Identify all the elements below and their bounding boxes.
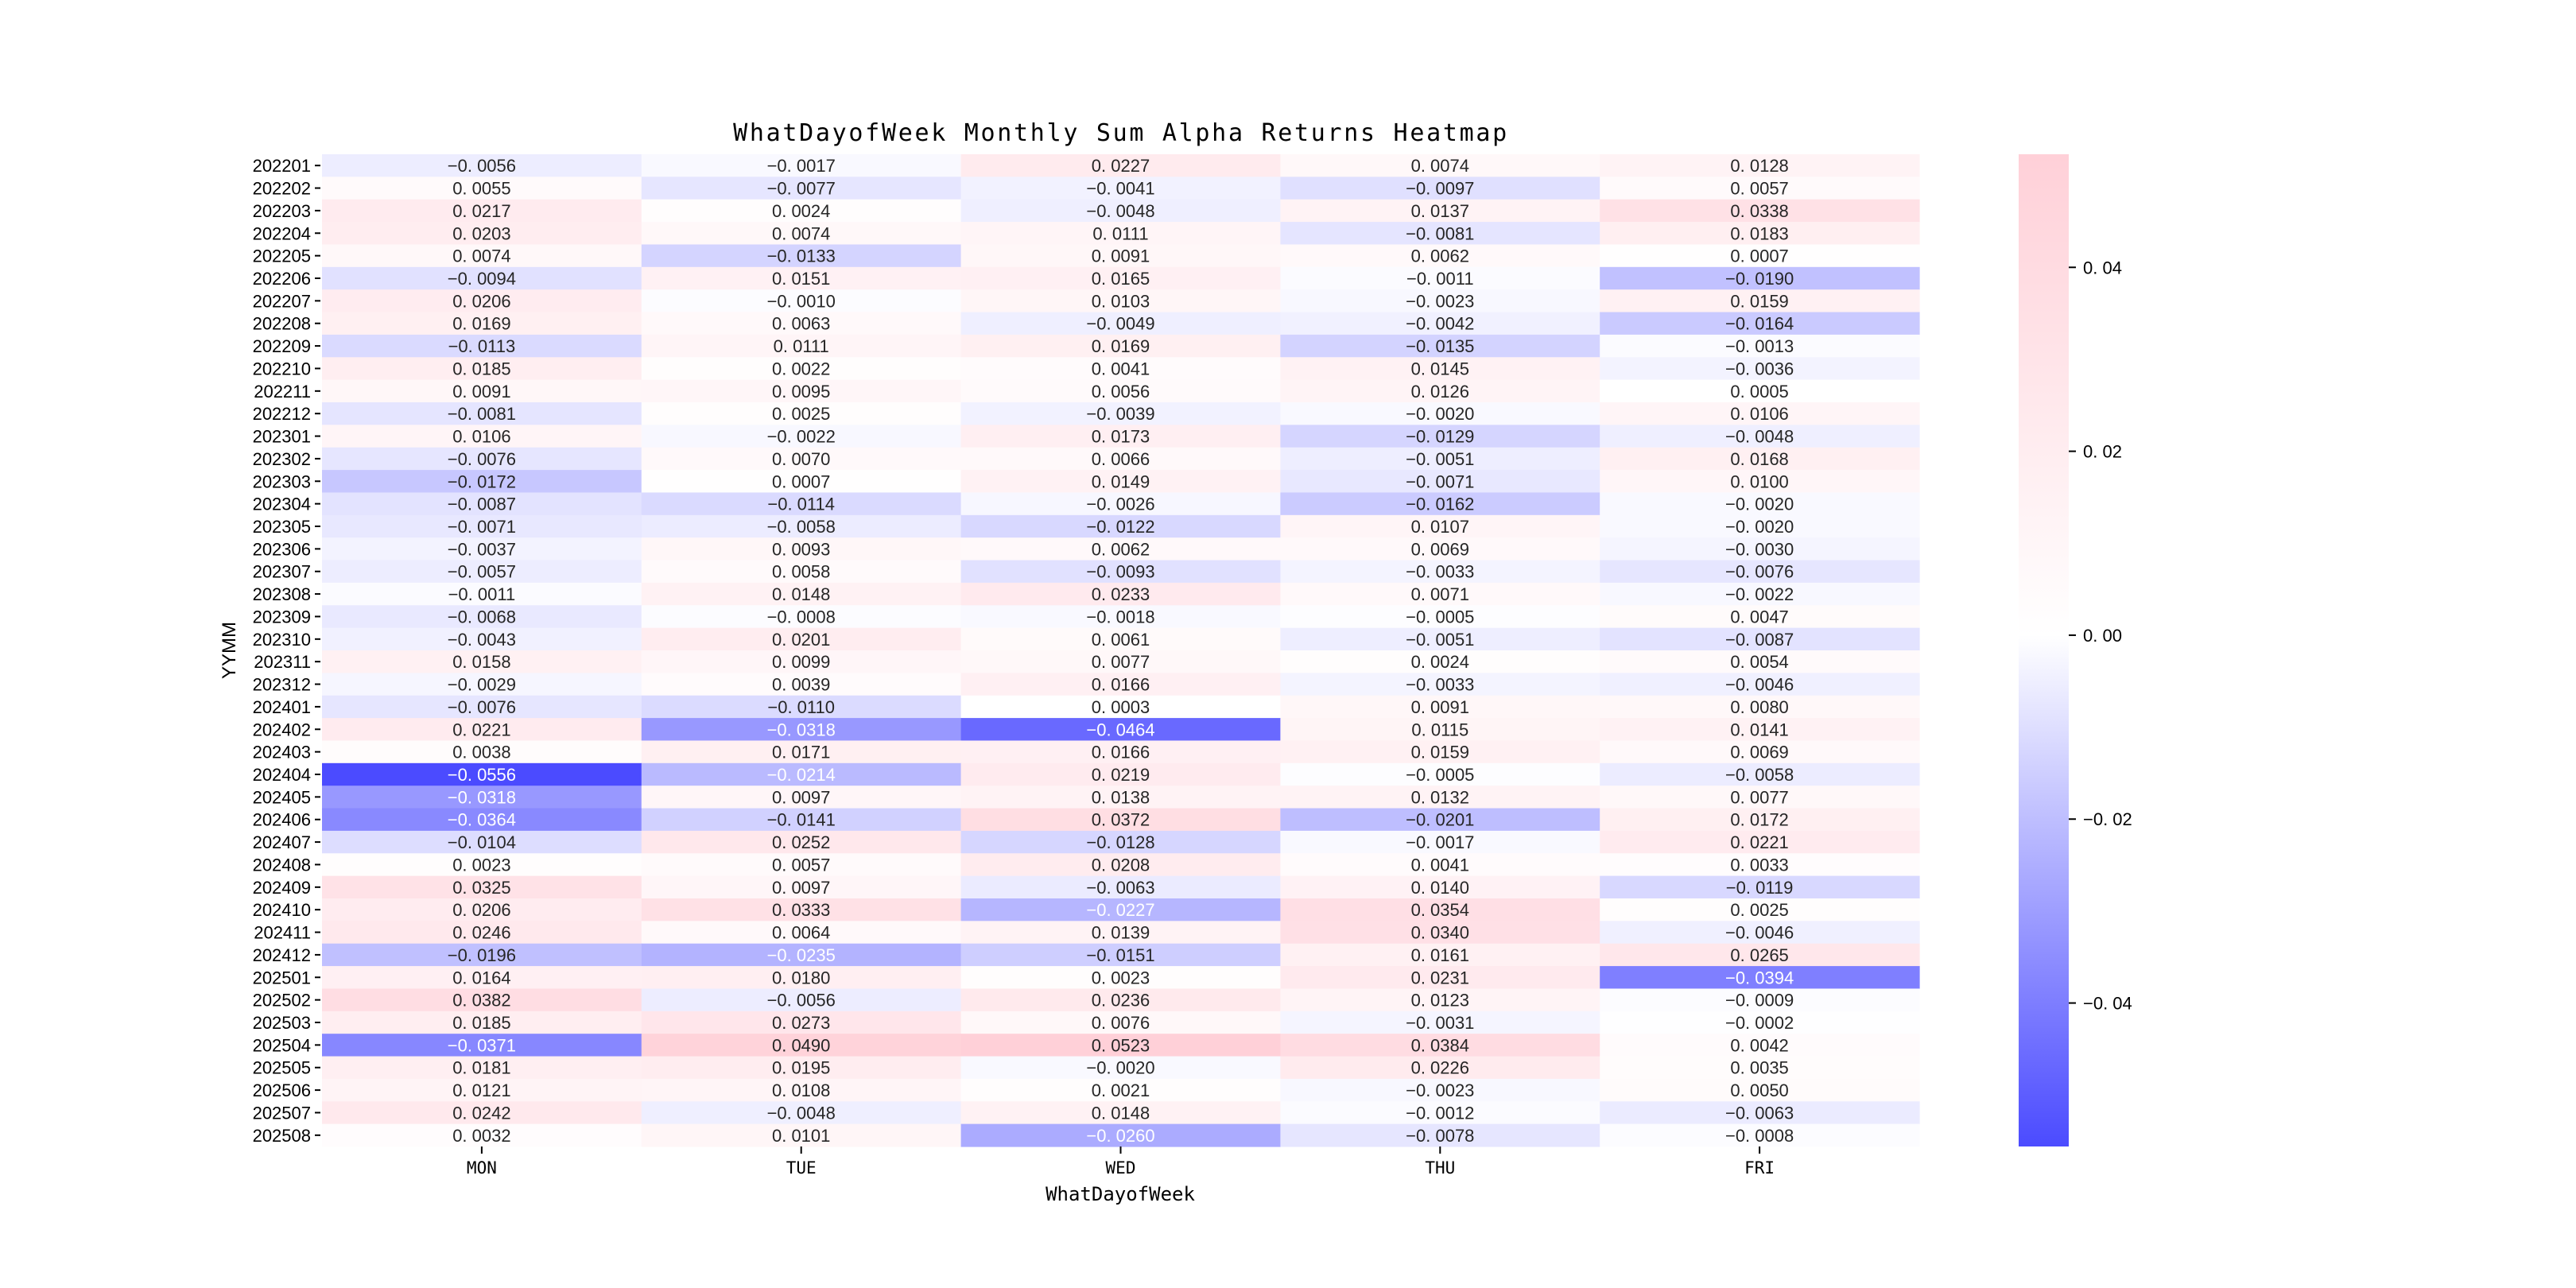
cell-value-label: 0. 0145 (1410, 359, 1470, 379)
y-tick-label: 202302 (252, 448, 311, 469)
y-axis-label: YYMM (219, 622, 240, 679)
cell-value-label: 0. 0221 (452, 720, 511, 740)
cell-value-label: 0. 0071 (1410, 584, 1470, 605)
cell-value-label: −0. 0201 (1406, 809, 1475, 830)
cell-value-label: 0. 0226 (1410, 1057, 1470, 1078)
cell-value-label: −0. 0023 (1406, 1080, 1475, 1101)
cell-value-label: 0. 0123 (1410, 990, 1470, 1011)
cell-value-label: −0. 0078 (1406, 1125, 1475, 1146)
cell-value-label: 0. 0074 (452, 246, 511, 266)
cell-value-label: 0. 0007 (771, 471, 831, 492)
cell-value-label: 0. 0039 (771, 674, 831, 695)
cell-value-label: 0. 0325 (452, 877, 511, 898)
cell-value-label: 0. 0070 (771, 448, 831, 469)
y-tick-label: 202309 (252, 607, 311, 627)
cell-value-label: 0. 0056 (1091, 381, 1150, 402)
cell-value-label: −0. 0214 (766, 765, 836, 785)
y-tick-label: 202408 (252, 855, 311, 875)
cell-value-label: −0. 0012 (1406, 1103, 1475, 1123)
y-tick-label: 202407 (252, 832, 311, 853)
cell-value-label: 0. 0063 (771, 313, 831, 334)
cell-value-label: 0. 0132 (1410, 787, 1470, 808)
cell-value-label: −0. 0087 (447, 494, 517, 514)
y-tick-label: 202209 (252, 336, 311, 357)
cell-value-label: −0. 0371 (447, 1035, 517, 1056)
cell-value-label: 0. 0165 (1091, 269, 1150, 289)
y-tick-label: 202409 (252, 877, 311, 898)
cell-value-label: −0. 0235 (766, 945, 836, 965)
cell-value-label: −0. 0043 (447, 629, 517, 650)
cell-value-label: 0. 0115 (1411, 720, 1469, 740)
cell-value-label: 0. 0064 (771, 922, 831, 943)
cell-value-label: −0. 0046 (1724, 922, 1794, 943)
y-tick-label: 202203 (252, 200, 311, 221)
y-tick-label: 202406 (252, 809, 311, 830)
cell-value-label: −0. 0110 (767, 696, 836, 717)
cell-value-label: 0. 0137 (1410, 200, 1470, 221)
cell-value-label: −0. 0464 (1086, 720, 1155, 740)
cell-value-label: 0. 0148 (1091, 1103, 1150, 1123)
cell-value-label: 0. 0007 (1730, 246, 1789, 266)
cell-value-label: 0. 0025 (771, 404, 831, 425)
cell-value-label: −0. 0172 (447, 471, 517, 492)
cell-value-label: −0. 0190 (1724, 269, 1794, 289)
cell-value-label: 0. 0183 (1730, 223, 1789, 244)
cell-value-label: −0. 0013 (1724, 336, 1794, 357)
cell-value-label: 0. 0166 (1091, 742, 1150, 762)
y-tick-label: 202310 (252, 629, 311, 650)
x-tick-label: THU (1425, 1158, 1456, 1177)
cell-value-label: 0. 0106 (452, 426, 511, 447)
cell-value-label: 0. 0035 (1730, 1057, 1789, 1078)
cell-value-label: −0. 0058 (766, 517, 836, 537)
cell-value-label: 0. 0047 (1730, 607, 1789, 627)
y-tick-label: 202305 (252, 517, 311, 537)
y-tick-label: 202210 (252, 359, 311, 379)
y-tick-label: 202306 (252, 539, 311, 560)
cell-value-label: −0. 0081 (447, 404, 517, 425)
colorbar-tick-label: 0. 00 (2083, 625, 2122, 646)
cell-value-label: −0. 0063 (1086, 877, 1155, 898)
cell-value-label: 0. 0024 (1410, 652, 1470, 673)
y-tick-label: 202504 (252, 1035, 311, 1056)
cell-value-label: −0. 0260 (1086, 1125, 1155, 1146)
cell-value-label: 0. 0166 (1091, 674, 1150, 695)
cell-value-label: −0. 0020 (1086, 1057, 1155, 1078)
colorbar (2019, 154, 2069, 1146)
cell-value-label: 0. 0032 (452, 1125, 511, 1146)
cell-value-label: 0. 0252 (771, 832, 831, 853)
cell-value-label: 0. 0106 (1730, 404, 1789, 425)
cell-value-label: 0. 0022 (771, 359, 831, 379)
cell-value-label: −0. 0049 (1086, 313, 1155, 334)
y-tick-label: 202412 (252, 945, 311, 965)
cell-value-label: −0. 0114 (767, 494, 836, 514)
cell-value-label: 0. 0159 (1410, 742, 1470, 762)
cell-value-label: 0. 0025 (1730, 900, 1789, 921)
y-tick-label: 202206 (252, 269, 311, 289)
cell-value-label: 0. 0171 (771, 742, 831, 762)
y-tick-label: 202212 (252, 404, 311, 425)
cell-value-label: −0. 0076 (447, 448, 517, 469)
cell-value-label: 0. 0139 (1091, 922, 1150, 943)
cell-value-label: −0. 0008 (1724, 1125, 1794, 1146)
cell-value-label: 0. 0333 (771, 900, 831, 921)
cell-value-label: 0. 0149 (1091, 471, 1150, 492)
cell-value-label: 0. 0066 (1091, 448, 1150, 469)
cell-value-label: 0. 0062 (1091, 539, 1150, 560)
cell-value-label: −0. 0133 (766, 246, 836, 266)
cell-value-label: −0. 0394 (1724, 968, 1794, 988)
cell-value-label: 0. 0490 (771, 1035, 831, 1056)
cell-value-label: −0. 0009 (1724, 990, 1794, 1011)
colorbar-ticks (2069, 258, 2132, 1013)
cell-value-label: −0. 0318 (447, 787, 517, 808)
y-tick-label: 202404 (252, 765, 311, 785)
cell-value-label: 0. 0148 (771, 584, 831, 605)
x-axis-label: WhatDayofWeek (1046, 1183, 1195, 1205)
cell-value-label: 0. 0108 (771, 1080, 831, 1101)
cell-value-label: 0. 0069 (1730, 742, 1789, 762)
cell-value-label: 0. 0101 (771, 1125, 831, 1146)
cell-value-label: −0. 0129 (1406, 426, 1475, 447)
cell-value-label: 0. 0100 (1730, 471, 1789, 492)
y-axis-ticks (253, 156, 320, 1146)
cell-value-label: 0. 0074 (1410, 156, 1470, 177)
cell-value-label: 0. 0077 (1091, 652, 1150, 673)
y-tick-label: 202503 (252, 1013, 311, 1033)
cell-value-label: −0. 0128 (1086, 832, 1155, 853)
y-tick-label: 202204 (252, 223, 311, 244)
cell-value-label: −0. 0196 (447, 945, 517, 965)
cell-value-label: 0. 0185 (452, 359, 511, 379)
cell-value-label: −0. 0076 (1724, 561, 1794, 582)
cell-value-label: 0. 0164 (452, 968, 511, 988)
cell-value-label: 0. 0111 (1092, 223, 1149, 244)
cell-value-label: 0. 0021 (1091, 1080, 1150, 1101)
cell-value-label: 0. 0091 (1091, 246, 1150, 266)
cell-value-label: −0. 0018 (1086, 607, 1155, 627)
y-tick-label: 202405 (252, 787, 311, 808)
cell-value-label: 0. 0208 (1091, 855, 1150, 875)
y-tick-label: 202401 (252, 696, 311, 717)
cell-value-label: −0. 0162 (1406, 494, 1475, 514)
cell-value-label: −0. 0227 (1086, 900, 1155, 921)
cell-value-label: 0. 0121 (452, 1080, 511, 1101)
cell-value-label: 0. 0097 (771, 877, 831, 898)
cell-value-label: −0. 0081 (1406, 223, 1475, 244)
cell-value-label: −0. 0141 (766, 809, 836, 830)
cell-value-label: −0. 0011 (448, 584, 516, 605)
y-tick-label: 202410 (252, 900, 311, 921)
cell-value-label: −0. 0026 (1086, 494, 1155, 514)
cell-value-label: −0. 0008 (766, 607, 836, 627)
cell-value-label: 0. 0097 (771, 787, 831, 808)
y-tick-label: 202506 (252, 1080, 311, 1101)
cell-value-label: 0. 0159 (1730, 291, 1789, 312)
colorbar-tick-label: −0. 02 (2083, 809, 2132, 830)
cell-value-label: −0. 0093 (1086, 561, 1155, 582)
y-tick-label: 202508 (252, 1125, 311, 1146)
cell-value-label: −0. 0071 (1406, 471, 1475, 492)
cell-value-label: 0. 0340 (1410, 922, 1470, 943)
cell-value-label: 0. 0055 (452, 178, 511, 199)
y-tick-label: 202507 (252, 1103, 311, 1123)
chart-title: WhatDayofWeek Monthly Sum Alpha Returns Heatmap (733, 119, 1509, 147)
y-tick-label: 202208 (252, 313, 311, 334)
cell-value-label: −0. 0135 (1406, 336, 1475, 357)
cell-value-label: 0. 0217 (452, 200, 511, 221)
cell-value-label: 0. 0023 (452, 855, 511, 875)
cell-value-label: −0. 0042 (1406, 313, 1475, 334)
cell-value-label: −0. 0058 (1724, 765, 1794, 785)
colorbar-tick-label: −0. 04 (2083, 993, 2132, 1014)
cell-value-label: 0. 0091 (452, 381, 511, 402)
cell-value-label: −0. 0122 (1086, 517, 1155, 537)
cell-value-label: −0. 0556 (447, 765, 517, 785)
y-tick-label: 202304 (252, 494, 311, 514)
cell-value-label: −0. 0076 (447, 696, 517, 717)
cell-value-label: −0. 0051 (1406, 629, 1475, 650)
cell-value-label: 0. 0111 (773, 336, 829, 357)
cell-value-label: −0. 0005 (1406, 607, 1475, 627)
cell-value-label: 0. 0093 (771, 539, 831, 560)
cell-value-label: 0. 0265 (1730, 945, 1789, 965)
cell-value-label: 0. 0076 (1091, 1013, 1150, 1033)
cell-value-label: 0. 0221 (1730, 832, 1789, 853)
cell-value-label: 0. 0005 (1730, 381, 1789, 402)
cell-value-label: −0. 0048 (766, 1103, 836, 1123)
y-tick-label: 202301 (252, 426, 311, 447)
cell-value-label: 0. 0033 (1730, 855, 1789, 875)
cell-value-label: 0. 0158 (452, 652, 511, 673)
cell-value-label: 0. 0141 (1730, 720, 1789, 740)
cell-value-label: 0. 0003 (1091, 696, 1150, 717)
cell-value-label: −0. 0056 (447, 156, 517, 177)
cell-value-label: −0. 0022 (1724, 584, 1794, 605)
cell-value-label: 0. 0080 (1730, 696, 1789, 717)
y-tick-label: 202307 (252, 561, 311, 582)
cell-value-label: 0. 0233 (1091, 584, 1150, 605)
cell-value-label: 0. 0206 (452, 900, 511, 921)
cell-value-label: 0. 0128 (1730, 156, 1789, 177)
cell-value-label: 0. 0041 (1410, 855, 1470, 875)
y-tick-label: 202308 (252, 584, 311, 605)
cell-value-label: 0. 0206 (452, 291, 511, 312)
cell-value-label: 0. 0185 (452, 1013, 511, 1033)
cell-value-label: 0. 0061 (1091, 629, 1150, 650)
cell-value-label: 0. 0181 (452, 1057, 511, 1078)
cell-value-label: −0. 0097 (1406, 178, 1475, 199)
cell-value-label: 0. 0107 (1410, 517, 1470, 537)
cell-value-label: 0. 0384 (1410, 1035, 1470, 1056)
cell-value-label: −0. 0033 (1406, 561, 1475, 582)
cell-value-label: 0. 0242 (452, 1103, 511, 1123)
y-tick-label: 202502 (252, 990, 311, 1011)
y-tick-label: 202411 (254, 922, 311, 943)
x-tick-label: FRI (1744, 1158, 1775, 1177)
cell-value-label: −0. 0094 (447, 269, 517, 289)
cell-value-label: 0. 0168 (1730, 448, 1789, 469)
cell-value-label: −0. 0002 (1724, 1013, 1794, 1033)
cell-value-label: 0. 0091 (1410, 696, 1470, 717)
cell-value-label: −0. 0005 (1406, 765, 1475, 785)
cell-value-label: 0. 0038 (452, 742, 511, 762)
colorbar-tick-label: 0. 02 (2083, 441, 2122, 462)
y-tick-label: 202211 (254, 381, 311, 402)
cell-value-label: 0. 0354 (1410, 900, 1470, 921)
cell-value-label: 0. 0151 (771, 269, 831, 289)
cell-value-label: −0. 0048 (1724, 426, 1794, 447)
y-tick-label: 202303 (252, 471, 311, 492)
cell-value-label: 0. 0227 (1091, 156, 1150, 177)
y-tick-label: 202403 (252, 742, 311, 762)
y-tick-label: 202311 (254, 652, 311, 673)
x-axis-ticks (467, 1146, 1775, 1177)
cell-value-label: −0. 0063 (1724, 1103, 1794, 1123)
cell-value-label: −0. 0046 (1724, 674, 1794, 695)
cell-value-label: −0. 0023 (1406, 291, 1475, 312)
cell-value-label: 0. 0103 (1091, 291, 1150, 312)
y-tick-label: 202205 (252, 246, 311, 266)
cell-value-label: −0. 0104 (447, 832, 517, 853)
cell-value-label: 0. 0099 (771, 652, 831, 673)
cell-value-label: 0. 0057 (1730, 178, 1789, 199)
x-tick-label: MON (466, 1158, 497, 1177)
cell-value-label: −0. 0020 (1724, 517, 1794, 537)
cell-value-label: 0. 0126 (1410, 381, 1470, 402)
cell-value-label: 0. 0203 (452, 223, 511, 244)
cell-value-label: 0. 0057 (771, 855, 831, 875)
y-tick-label: 202505 (252, 1057, 311, 1078)
cell-value-label: −0. 0010 (766, 291, 836, 312)
cell-value-label: 0. 0050 (1730, 1080, 1789, 1101)
cell-value-label: 0. 0231 (1410, 968, 1470, 988)
cell-value-label: 0. 0338 (1730, 200, 1789, 221)
cell-value-label: −0. 0071 (447, 517, 517, 537)
cell-value-label: 0. 0041 (1091, 359, 1150, 379)
cell-value-label: 0. 0074 (771, 223, 831, 244)
cell-value-label: 0. 0023 (1091, 968, 1150, 988)
cell-value-label: −0. 0077 (766, 178, 836, 199)
cell-value-label: 0. 0077 (1730, 787, 1789, 808)
cell-value-label: 0. 0169 (452, 313, 511, 334)
cell-value-label: 0. 0236 (1091, 990, 1150, 1011)
cell-value-label: 0. 0372 (1091, 809, 1150, 830)
cell-value-label: −0. 0011 (1406, 269, 1474, 289)
cell-value-label: 0. 0195 (771, 1057, 831, 1078)
cell-value-label: −0. 0318 (766, 720, 836, 740)
cell-value-label: 0. 0062 (1410, 246, 1470, 266)
y-tick-label: 202201 (252, 156, 311, 177)
cell-value-label: 0. 0246 (452, 922, 511, 943)
cell-value-label: −0. 0151 (1086, 945, 1155, 965)
cell-value-label: 0. 0095 (771, 381, 831, 402)
y-tick-label: 202501 (252, 968, 311, 988)
heatmap-cells (322, 154, 1920, 1147)
y-tick-label: 202202 (252, 178, 311, 199)
cell-value-label: −0. 0364 (447, 809, 517, 830)
cell-value-label: 0. 0382 (452, 990, 511, 1011)
x-tick-label: TUE (786, 1158, 817, 1177)
cell-value-label: −0. 0056 (766, 990, 836, 1011)
cell-value-label: −0. 0036 (1724, 359, 1794, 379)
cell-value-label: −0. 0033 (1406, 674, 1475, 695)
cell-value-label: −0. 0039 (1086, 404, 1155, 425)
cell-value-label: 0. 0138 (1091, 787, 1150, 808)
cell-value-label: −0. 0051 (1406, 448, 1475, 469)
cell-value-label: −0. 0030 (1724, 539, 1794, 560)
y-tick-label: 202207 (252, 291, 311, 312)
x-tick-label: WED (1105, 1158, 1136, 1177)
y-tick-label: 202312 (252, 674, 311, 695)
cell-value-label: 0. 0201 (771, 629, 831, 650)
y-tick-label: 202402 (252, 720, 311, 740)
cell-value-label: 0. 0024 (771, 200, 831, 221)
cell-value-label: 0. 0069 (1410, 539, 1470, 560)
cell-value-label: −0. 0041 (1086, 178, 1155, 199)
cell-value-label: 0. 0140 (1410, 877, 1470, 898)
cell-value-label: 0. 0042 (1730, 1035, 1789, 1056)
cell-value-label: 0. 0161 (1410, 945, 1470, 965)
cell-value-label: −0. 0068 (447, 607, 517, 627)
cell-value-label: 0. 0054 (1730, 652, 1789, 673)
cell-value-label: −0. 0020 (1406, 404, 1475, 425)
cell-value-label: 0. 0523 (1091, 1035, 1150, 1056)
cell-value-label: 0. 0180 (771, 968, 831, 988)
cell-value-label: −0. 0031 (1406, 1013, 1475, 1033)
cell-value-label: −0. 0164 (1724, 313, 1794, 334)
cell-value-label: 0. 0169 (1091, 336, 1150, 357)
cell-value-label: −0. 0017 (766, 156, 836, 177)
cell-value-label: −0. 0037 (447, 539, 517, 560)
cell-value-label: −0. 0048 (1086, 200, 1155, 221)
cell-value-label: −0. 0017 (1406, 832, 1475, 853)
cell-value-label: −0. 0113 (448, 336, 516, 357)
cell-value-label: −0. 0087 (1724, 629, 1794, 650)
colorbar-tick-label: 0. 04 (2083, 258, 2122, 278)
cell-value-label: −0. 0119 (1725, 877, 1794, 898)
cell-value-label: −0. 0057 (447, 561, 517, 582)
cell-value-label: −0. 0029 (447, 674, 517, 695)
cell-value-label: 0. 0172 (1730, 809, 1789, 830)
cell-value-label: −0. 0022 (766, 426, 836, 447)
cell-value-label: 0. 0273 (771, 1013, 831, 1033)
cell-value-label: 0. 0219 (1091, 765, 1150, 785)
cell-value-label: 0. 0058 (771, 561, 831, 582)
cell-value-label: 0. 0173 (1091, 426, 1150, 447)
cell-value-label: −0. 0020 (1724, 494, 1794, 514)
